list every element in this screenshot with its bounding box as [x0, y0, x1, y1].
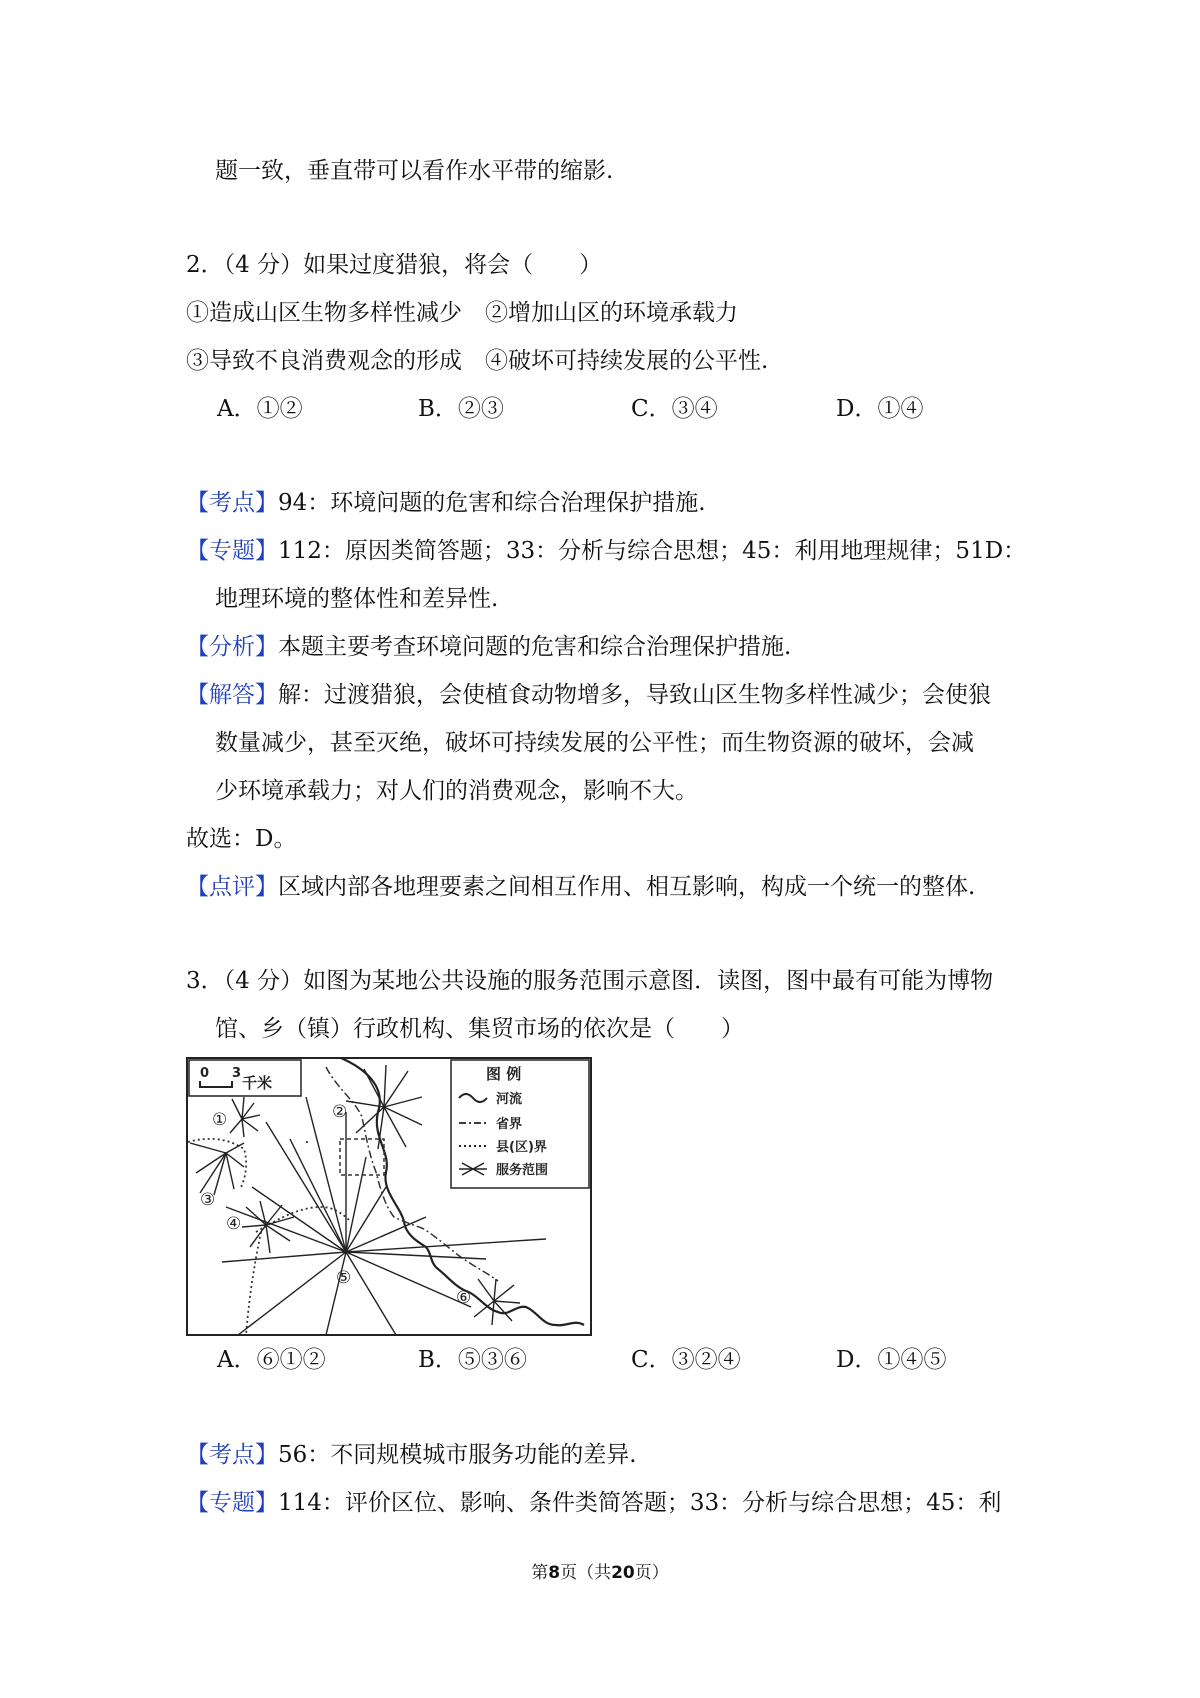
legend-county: 县(区)界	[496, 1140, 547, 1155]
legend	[451, 1060, 589, 1188]
q3-stem-cont: 馆、乡（镇）行政机构、集贸市场的依次是（ ）	[215, 1016, 744, 1042]
q2-option-d[interactable]: D．①④	[836, 396, 924, 422]
jieda-tag: 【解答】	[186, 682, 278, 708]
q3-zhuanti	[186, 1488, 1001, 1518]
q3-option-a[interactable]: A．⑥①②	[217, 1347, 326, 1373]
q2-answer: 故选：D。	[186, 826, 297, 852]
zhuanti-tag: 【专题】	[186, 538, 278, 564]
marker-2: ②	[332, 1102, 348, 1122]
q2-statement-2: ③导致不良消费观念的形成 ④破坏可持续发展的公平性.	[186, 348, 769, 374]
marker-4: ④	[226, 1214, 242, 1234]
marker-1: ①	[212, 1110, 228, 1130]
q2-kaodian	[186, 488, 706, 518]
q3-option-c[interactable]: C．③②④	[631, 1347, 741, 1373]
legend-title: 图 例	[486, 1065, 522, 1083]
dianping-tag: 【点评】	[186, 874, 278, 900]
q2-options	[0, 394, 1200, 424]
service-range-map	[186, 1057, 592, 1336]
legend-river: 河流	[496, 1092, 523, 1107]
q2-stem: 2．（4 分）如果过度猎狼，将会（ ）	[186, 252, 603, 278]
page-footer	[0, 1562, 1200, 1584]
q2-option-c[interactable]: C．③④	[631, 396, 718, 422]
marker-6: ⑥	[456, 1288, 472, 1308]
q3-kaodian-text: 56：不同规模城市服务功能的差异.	[278, 1442, 637, 1468]
scale-unit: 千米	[242, 1074, 273, 1092]
zhuanti-text: 112：原因类简答题；33：分析与综合思想；45：利用地理规律；51D：	[278, 538, 1027, 564]
footer-suffix: 页）	[634, 1563, 669, 1583]
q3-zhuanti-text: 114：评价区位、影响、条件类简答题；33：分析与综合思想；45：利	[278, 1490, 1002, 1516]
jieda-text: 解：过渡猎狼，会使植食动物增多，导致山区生物多样性减少；会使狼	[278, 682, 991, 708]
dianping-text: 区域内部各地理要素之间相互作用、相互影响，构成一个统一的整体.	[278, 874, 976, 900]
q2-jieda-cont-2: 少环境承载力；对人们的消费观念，影响不大。	[215, 778, 698, 804]
scale-value: 3	[232, 1066, 242, 1081]
legend-province: 省界	[496, 1117, 523, 1132]
footer-total-pages: 20	[611, 1563, 635, 1583]
q3-option-b[interactable]: B．⑤③⑥	[418, 1347, 527, 1373]
footer-page-number: 8	[548, 1563, 561, 1583]
continuation-text: 题一致，垂直带可以看作水平带的缩影.	[215, 158, 614, 184]
footer-middle: 页（共	[560, 1563, 612, 1583]
q2-zhuanti-cont: 地理环境的整体性和差异性.	[215, 586, 499, 612]
q2-statement-1: ①造成山区生物多样性减少 ②增加山区的环境承载力	[186, 300, 738, 326]
q3-zhuanti-tag: 【专题】	[186, 1490, 278, 1516]
q2-option-a[interactable]: A．①②	[217, 396, 303, 422]
q3-kaodian	[186, 1440, 637, 1470]
q2-fenxi	[186, 632, 791, 662]
q2-jieda-cont-1: 数量减少，甚至灭绝，破坏可持续发展的公平性；而生物资源的破坏，会减	[215, 730, 974, 756]
kaodian-text: 94：环境问题的危害和综合治理保护措施.	[278, 490, 706, 516]
q2-jieda	[186, 680, 991, 710]
q2-option-b[interactable]: B．②③	[418, 396, 504, 422]
marker-3: ③	[200, 1190, 216, 1210]
q2-zhuanti	[186, 536, 1026, 566]
q3-option-d[interactable]: D．①④⑤	[836, 1347, 947, 1373]
kaodian-tag: 【考点】	[186, 490, 278, 516]
q3-stem: 3．（4 分）如图为某地公共设施的服务范围示意图．读图，图中最有可能为博物	[186, 968, 994, 994]
q3-kaodian-tag: 【考点】	[186, 1442, 278, 1468]
marker-5: ⑤	[336, 1268, 352, 1288]
legend-service: 服务范围	[496, 1163, 549, 1178]
q3-options	[0, 1345, 1200, 1375]
fenxi-text: 本题主要考查环境问题的危害和综合治理保护措施.	[278, 634, 792, 660]
scale-bar	[189, 1060, 301, 1096]
footer-prefix: 第	[531, 1563, 549, 1583]
fenxi-tag: 【分析】	[186, 634, 278, 660]
q2-dianping	[186, 872, 975, 902]
scale-zero: 0	[200, 1066, 210, 1081]
